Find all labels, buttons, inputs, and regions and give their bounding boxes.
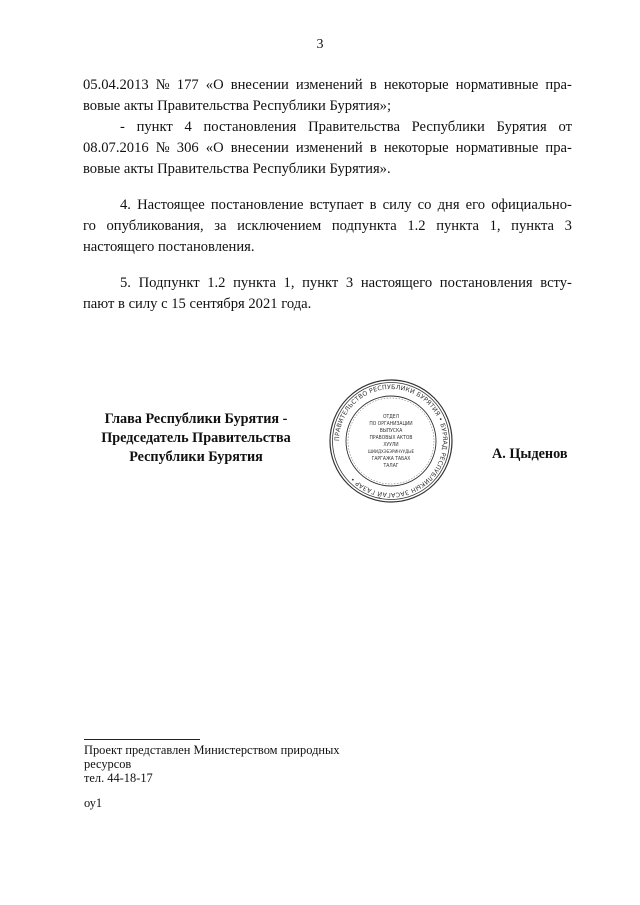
word: го: [83, 218, 96, 234]
paragraph-item: [83, 117, 572, 180]
word: дня: [437, 197, 460, 213]
word: изменений: [295, 140, 363, 156]
word: 306: [176, 140, 199, 156]
word: 05.04.2013: [83, 77, 149, 93]
word: официально-: [491, 197, 572, 213]
footnote-line: тел. 44-18-17: [84, 771, 153, 785]
word: 177: [176, 77, 199, 93]
word: -: [120, 119, 125, 135]
word: подпункта: [331, 218, 397, 234]
text-line: [83, 75, 572, 96]
footnote: [84, 743, 384, 785]
word: Правительства: [308, 119, 400, 135]
seal-line: ОТДЕЛ: [382, 414, 400, 420]
word: силу: [382, 197, 412, 213]
text-line: [83, 294, 572, 315]
seal-line: ГАРГАЖА ТАБАХ: [371, 456, 411, 462]
word: 1.2: [407, 218, 426, 234]
word: постановления: [439, 275, 533, 291]
signer-position-line: Председатель Правительства: [101, 430, 291, 446]
word: в: [369, 77, 377, 93]
word: настоящего постановления.: [83, 239, 255, 255]
word: пра-: [545, 140, 572, 156]
word: пункт: [136, 119, 173, 135]
word: за: [214, 218, 227, 234]
word: вступает: [309, 197, 364, 213]
word: 4.: [120, 197, 131, 213]
paragraph-5: [83, 273, 572, 315]
text-line: [83, 117, 572, 138]
text-line: [83, 159, 572, 180]
word: в: [369, 197, 377, 213]
word: Бурятия: [496, 119, 547, 135]
footnote-divider: [84, 739, 200, 740]
word: 1,: [489, 218, 501, 234]
signer-position-line: Республики Бурятия: [129, 449, 263, 465]
word: №: [155, 140, 170, 156]
word: постановления: [203, 119, 297, 135]
word: пункт: [302, 275, 339, 291]
word: 4: [184, 119, 192, 135]
seal-line: ТАЛАГ: [383, 463, 399, 469]
word: «О: [205, 77, 224, 93]
word: 1,: [283, 275, 295, 291]
text-line: [83, 195, 572, 216]
seal-line: ПО ОРГАНИЗАЦИИ: [369, 421, 413, 427]
word: пункта: [436, 218, 480, 234]
signer-position-line: Глава Республики Бурятия -: [104, 411, 288, 427]
word: 3: [564, 218, 572, 234]
word: внесении: [230, 140, 289, 156]
seal-line: ВЫПУСКА: [379, 428, 403, 434]
text-line: [83, 237, 572, 258]
seal-line: ПРАВОВЫХ АКТОВ: [369, 435, 413, 441]
word: пункта: [233, 275, 276, 291]
word: «О: [205, 140, 224, 156]
page-number: 3: [316, 37, 324, 52]
word: №: [155, 77, 170, 93]
word: нормативные: [455, 77, 539, 93]
word: его: [465, 197, 486, 213]
text-line: [83, 216, 572, 237]
word: Республики: [411, 119, 485, 135]
word: всту-: [540, 275, 572, 291]
word: от: [558, 119, 572, 135]
official-seal-icon: [328, 378, 454, 504]
word: 3: [345, 275, 354, 291]
paragraph-continuation: [83, 75, 572, 117]
footnote-line: ресурсов: [84, 757, 132, 771]
text-line: [83, 96, 572, 117]
signer-name: А. Цыденов: [492, 446, 568, 462]
word: 08.07.2016: [83, 140, 149, 156]
word: нормативные: [455, 140, 539, 156]
word: со: [417, 197, 432, 213]
word: Настоящее: [137, 197, 205, 213]
seal-line: ШИИДХЭБЭРИНУУДЫЕ: [367, 450, 415, 455]
word: изменений: [295, 77, 363, 93]
word: вовые акты Правительства Республики Бурятия»;: [83, 98, 392, 114]
word: пают в силу с 15 сентября 2021 года.: [83, 296, 312, 312]
word: 1.2: [207, 275, 226, 291]
word: настоящего: [360, 275, 433, 291]
word: 5.: [120, 275, 131, 291]
word: в: [369, 140, 377, 156]
seal-outer-text: ПРАВИТЕЛЬСТВО РЕСПУБЛИКИ БУРЯТИЯ • БУРЯАД РЕСПУБЛИКЫН ЗАСАГАЙ ГАЗАР •: [333, 383, 449, 499]
text-line: [83, 138, 572, 159]
document-code: оу1: [84, 796, 103, 810]
text-line: [83, 273, 572, 294]
word: пункта: [511, 218, 555, 234]
footnote-line: Проект представлен Министерством природных: [84, 743, 340, 757]
word: Подпункт: [138, 275, 200, 291]
word: некоторые: [383, 140, 449, 156]
signer-position: [80, 410, 312, 467]
word: внесении: [230, 77, 289, 93]
seal-line: ХУУЛИ: [383, 442, 399, 448]
word: вовые акты Правительства Республики Бурятия».: [83, 161, 391, 177]
word: опубликования,: [106, 218, 204, 234]
word: пра-: [545, 77, 572, 93]
paragraph-4: [83, 195, 572, 258]
word: постановление: [210, 197, 304, 213]
word: некоторые: [383, 77, 449, 93]
word: исключением: [237, 218, 322, 234]
